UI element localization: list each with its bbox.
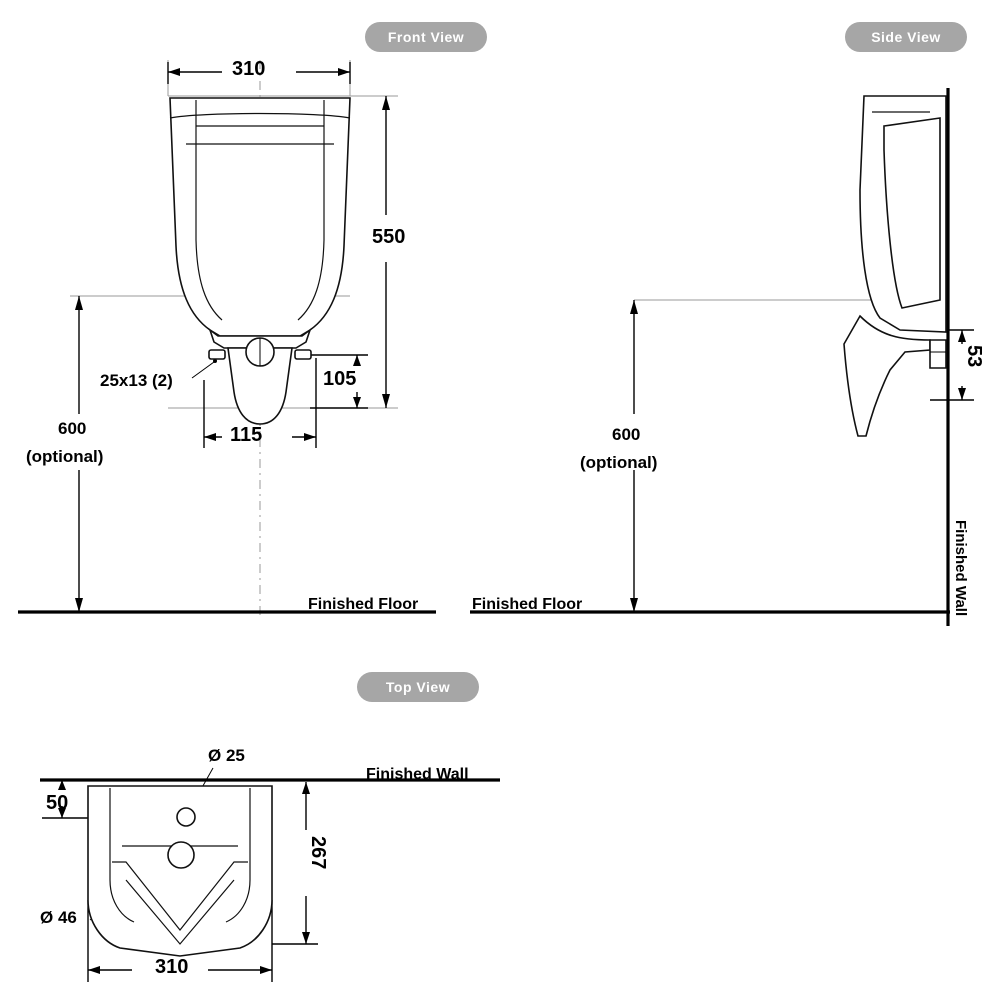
front-dim-600-optional-note: (optional) <box>26 447 104 466</box>
top-dim-dia25-label: Ø 25 <box>208 746 245 765</box>
top-dim-267-label: 267 <box>307 836 329 870</box>
side-dim-600-optional-note: (optional) <box>580 453 658 472</box>
front-finished-floor-label: Finished Floor <box>308 596 419 613</box>
front-leader-25x13 <box>192 359 217 378</box>
front-dim-600-label: 600 <box>58 419 87 438</box>
front-dim-105-label: 105 <box>323 368 357 390</box>
front-dim-115-label: 115 <box>230 424 263 446</box>
top-dim-310-label: 310 <box>155 956 189 978</box>
top-view-fixture <box>88 786 272 956</box>
top-finished-wall-label: Finished Wall <box>366 766 469 783</box>
view-badge-front: Front View <box>365 22 487 52</box>
front-mounting-slot-note: 25x13 (2) <box>100 371 173 390</box>
side-finished-floor-label: Finished Floor <box>472 596 583 613</box>
side-finished-wall-label: Finished Wall <box>952 520 969 617</box>
front-dim-310-label: 310 <box>232 58 266 80</box>
side-dim-53-label: 53 <box>963 345 985 368</box>
front-dim-550 <box>382 96 390 408</box>
front-dim-550-label: 550 <box>372 226 406 248</box>
view-badge-side: Side View <box>845 22 967 52</box>
side-view-fixture <box>844 96 946 436</box>
top-dim-dia46-label: Ø 46 <box>40 908 77 927</box>
side-dim-600-label: 600 <box>612 425 641 444</box>
view-badge-top: Top View <box>357 672 479 702</box>
top-dim-50-label: 50 <box>46 792 69 814</box>
